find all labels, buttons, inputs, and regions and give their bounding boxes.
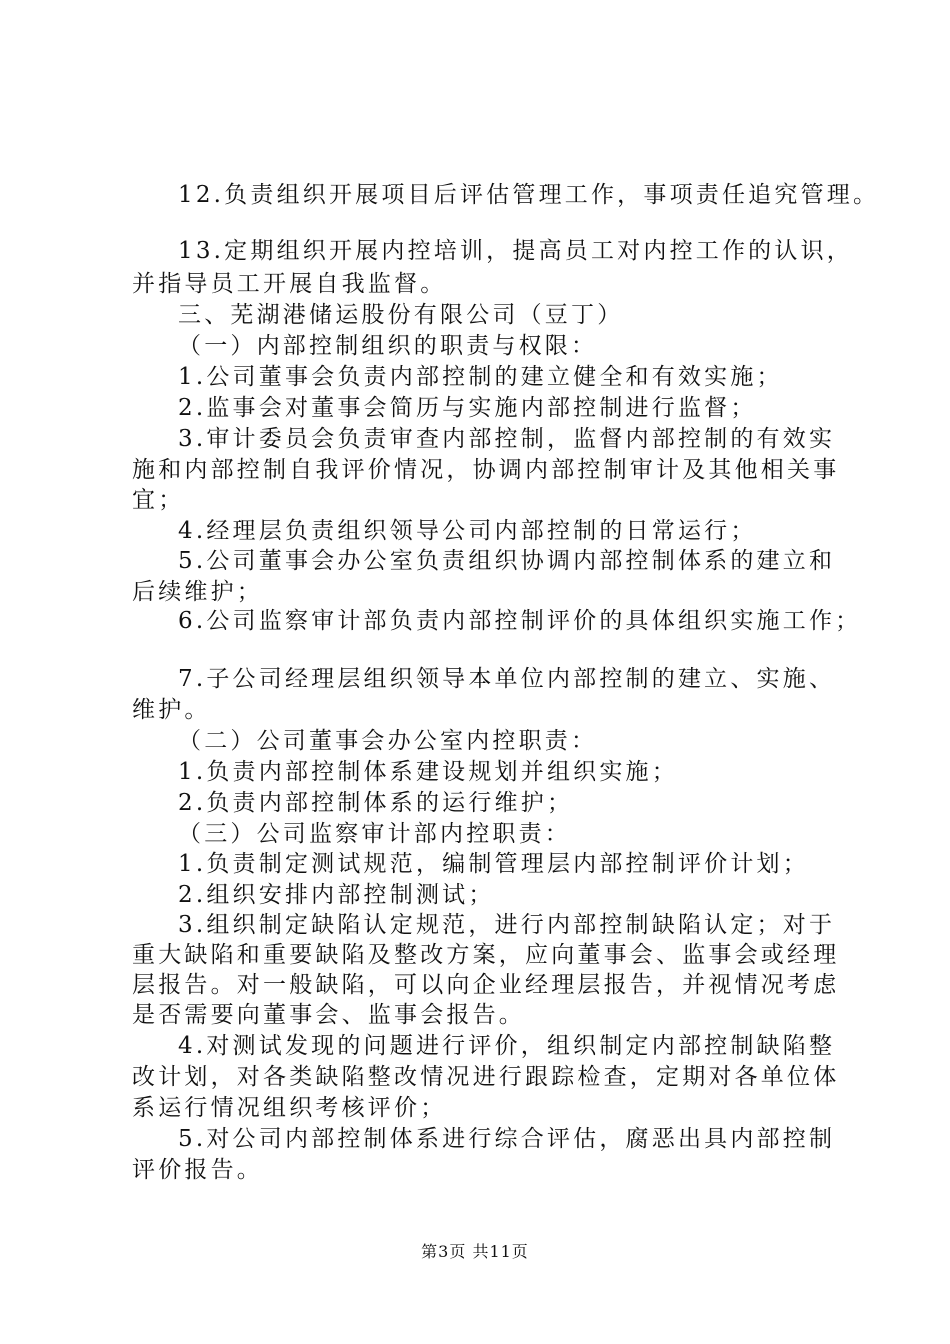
text-line: 5.公司董事会办公室负责组织协调内部控制体系的建立和 (178, 548, 836, 574)
text-line: 12.负责组织开展项目后评估管理工作，事项责任追究管理。 (178, 182, 880, 208)
section-heading: 三、芜湖港储运股份有限公司（豆丁） (178, 302, 624, 328)
text-line: 4.对测试发现的问题进行评价，组织制定内部控制缺陷整 (178, 1033, 836, 1059)
text-line: 7.子公司经理层组织领导本单位内部控制的建立、实施、 (178, 666, 836, 692)
text-line: 是否需要向董事会、监事会报告。 (132, 1002, 525, 1028)
text-line: 3.审计委员会负责审查内部控制，监督内部控制的有效实 (178, 426, 836, 452)
text-line: 2.负责内部控制体系的运行维护； (178, 790, 574, 816)
subsection-heading: （三）公司监察审计部内控职责： (178, 821, 571, 847)
text-line: 2.组织安排内部控制测试； (178, 882, 495, 908)
text-line: 重大缺陷和重要缺陷及整改方案，应向董事会、监事会或经理 (132, 942, 840, 968)
text-line: 5.对公司内部控制体系进行综合评估，腐恶出具内部控制 (178, 1126, 836, 1152)
text-line: 改计划，对各类缺陷整改情况进行跟踪检查，定期对各单位体 (132, 1064, 840, 1090)
subsection-heading: （一）内部控制组织的职责与权限： (178, 333, 598, 359)
subsection-heading: （二）公司董事会办公室内控职责： (178, 728, 598, 754)
text-line: 4.经理层负责组织领导公司内部控制的日常运行； (178, 518, 757, 544)
text-line: 1.负责内部控制体系建设规划并组织实施； (178, 759, 678, 785)
text-line: 13.定期组织开展内控培训，提高员工对内控工作的认识， (178, 238, 853, 264)
text-line: 维护。 (132, 697, 211, 723)
text-line: 1.公司董事会负责内部控制的建立健全和有效实施； (178, 364, 783, 390)
page-number: 第3页 共11页 (421, 1242, 529, 1261)
text-line: 并指导员工开展自我监督。 (132, 271, 447, 297)
text-line: 2.监事会对董事会简历与实施内部控制进行监督； (178, 395, 757, 421)
text-line: 6.公司监察审计部负责内部控制评价的具体组织实施工作； (178, 608, 862, 634)
text-line: 施和内部控制自我评价情况，协调内部控制审计及其他相关事 (132, 457, 840, 483)
text-line: 宜； (132, 487, 185, 513)
text-line: 3.组织制定缺陷认定规范，进行内部控制缺陷认定；对于 (178, 912, 836, 938)
text-line: 层报告。对一般缺陷，可以向企业经理层报告，并视情况考虑 (132, 972, 840, 998)
text-line: 1.负责制定测试规范，编制管理层内部控制评价计划； (178, 851, 809, 877)
text-line: 后续维护； (132, 579, 263, 605)
text-line: 评价报告。 (132, 1157, 263, 1183)
text-line: 系运行情况组织考核评价； (132, 1095, 447, 1121)
